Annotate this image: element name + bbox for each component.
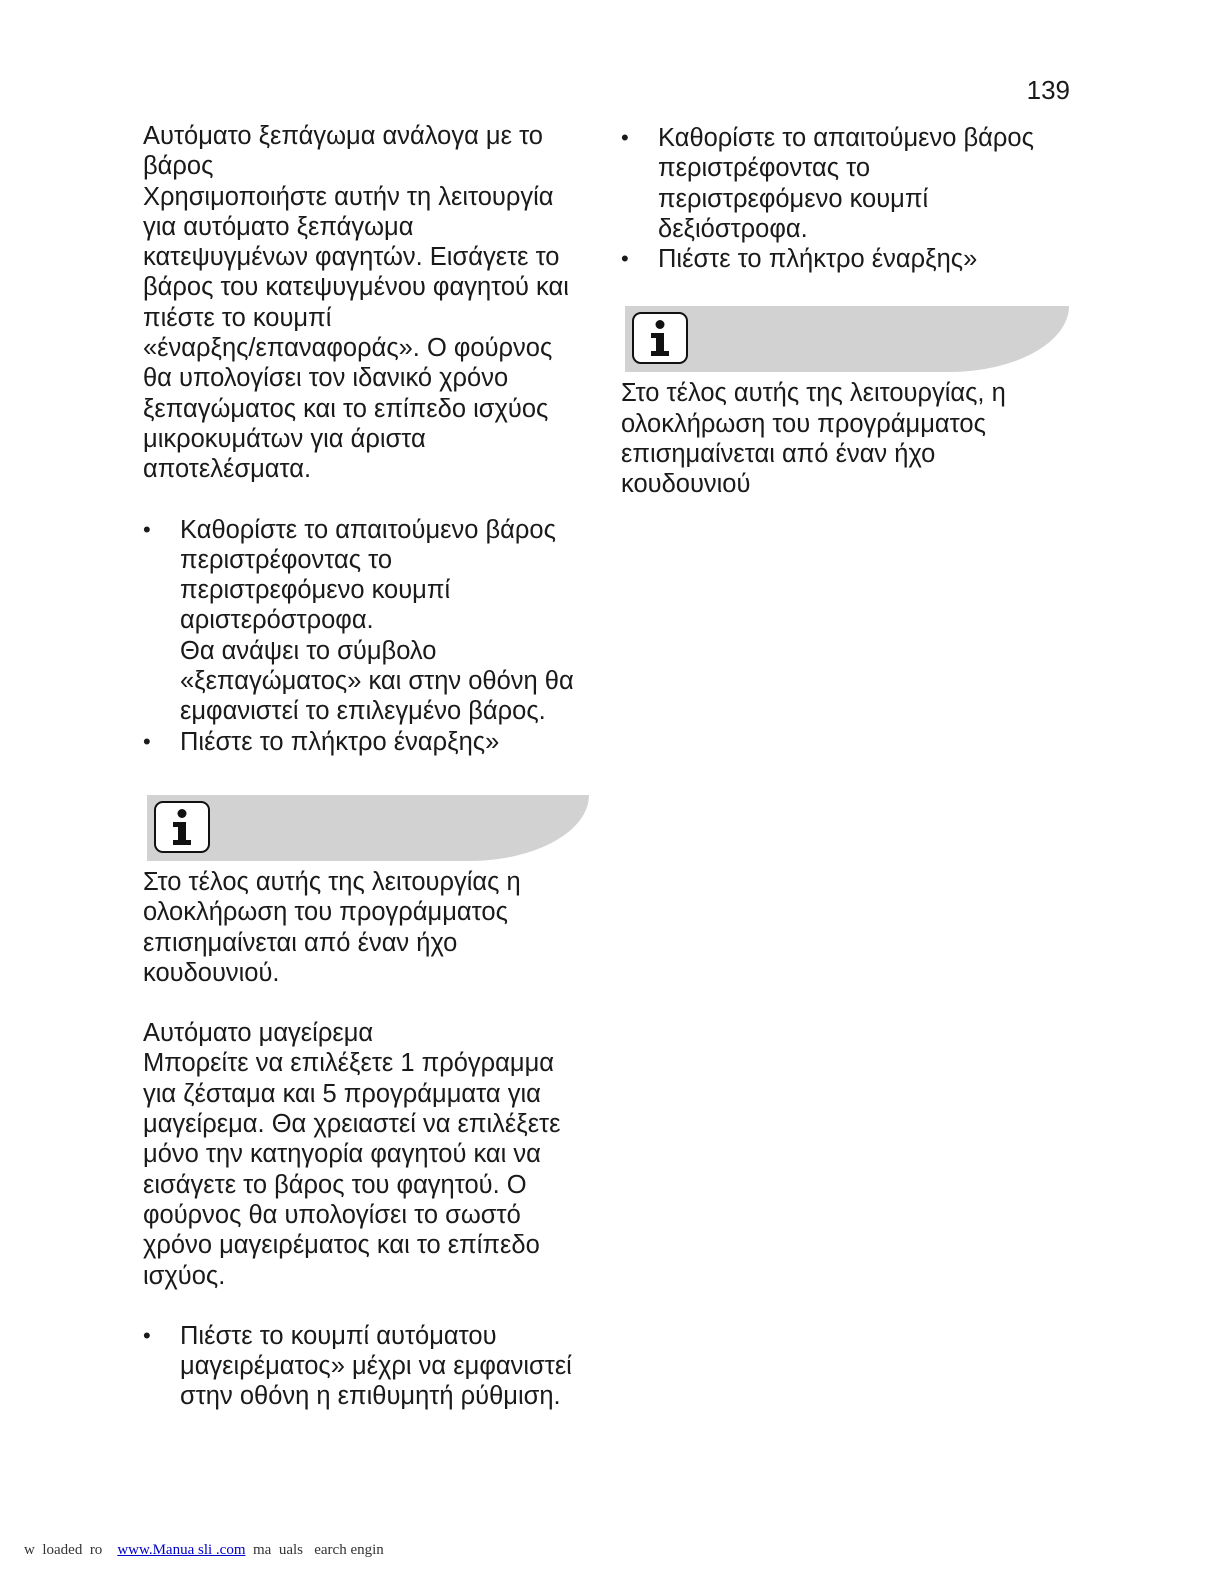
defrost-steps-right bbox=[621, 123, 1071, 274]
right-note: Στο τέλος αυτής της λειτουργίας, η ολοκλήρωση του προγράμματος επισημαίνεται από έναν ήχο κουδουνιού bbox=[621, 379, 1006, 499]
info-note-bar bbox=[147, 795, 589, 861]
defrost-note: Στο τέλος αυτής της λειτουργίας η ολοκλήρωση του προγράμματος επισημαίνεται από έναν ήχο κουδουνιού. bbox=[143, 867, 521, 987]
list-item: • Καθορίστε το απαιτούμενο βάρος περιστρέφοντας το περιστρεφόμενο κουμπί δεξιόστροφα. bbox=[621, 123, 1071, 244]
right-column bbox=[621, 123, 1071, 500]
list-item: • Καθορίστε το απαιτούμενο βάρος περιστρέφοντας το περιστρεφόμενο κουμπί αριστερόστροφα. Θα ανάψει το σύμβολο «ξεπαγώματος» και στην οθόνη θα εμφανιστεί το επιλεγμένο βάρος. bbox=[143, 515, 598, 727]
footer-link[interactable]: www.Manua sli .com bbox=[117, 1542, 246, 1558]
left-column bbox=[143, 121, 598, 1412]
list-item: • Πιέστε το πλήκτρο έναρξης» bbox=[621, 244, 1071, 274]
autocook-section bbox=[143, 1018, 598, 1412]
footer-prefix: w loaded ro bbox=[24, 1542, 118, 1558]
defrost-steps bbox=[143, 515, 598, 757]
page-number: 139 bbox=[1026, 75, 1070, 105]
download-footer bbox=[24, 1542, 444, 1559]
info-note-bar bbox=[625, 306, 1069, 372]
info-icon bbox=[632, 312, 688, 364]
list-item: • Πιέστε το πλήκτρο έναρξης» bbox=[143, 727, 598, 757]
info-icon bbox=[154, 801, 210, 853]
defrost-intro: Χρησιμοποιήστε αυτήν τη λειτουργία για αυτόματο ξεπάγωμα κατεψυγμένων φαγητών. Εισάγετε το βάρος του κατεψυγμένου φαγητού και πιέστε το κουμπί «έναρξης/επαναφοράς». Ο φούρνος θα υπολογίσει τον ιδανικό χρόνο ξεπαγώματος και το επίπεδο ισχύος μικροκυμάτων για άριστα αποτελέσματα. bbox=[143, 182, 569, 484]
footer-suffix: ma uals earch engin bbox=[245, 1542, 384, 1558]
defrost-section bbox=[143, 121, 598, 988]
autocook-intro: Μπορείτε να επιλέξετε 1 πρόγραμμα για ζέσταμα και 5 προγράμματα για μαγείρεμα. Θα χρειαστεί να επιλέξετε μόνο την κατηγορία φαγητού και να εισάγετε το βάρος του φαγητού. Ο φούρνος θα υπολογίσει το σωστό χρόνο μαγειρέματος και το επίπεδο ισχύος. bbox=[143, 1049, 561, 1290]
autocook-title: Αυτόματο μαγείρεμα bbox=[143, 1019, 374, 1048]
defrost-title: Αυτόματο ξεπάγωμα ανάλογα με το βάρος bbox=[143, 122, 543, 181]
autocook-steps bbox=[143, 1321, 598, 1412]
list-item: • Πιέστε το κουμπί αυτόματου μαγειρέματος» μέχρι να εμφανιστεί στην οθόνη η επιθυμητή ρύθμιση. bbox=[143, 1321, 598, 1412]
